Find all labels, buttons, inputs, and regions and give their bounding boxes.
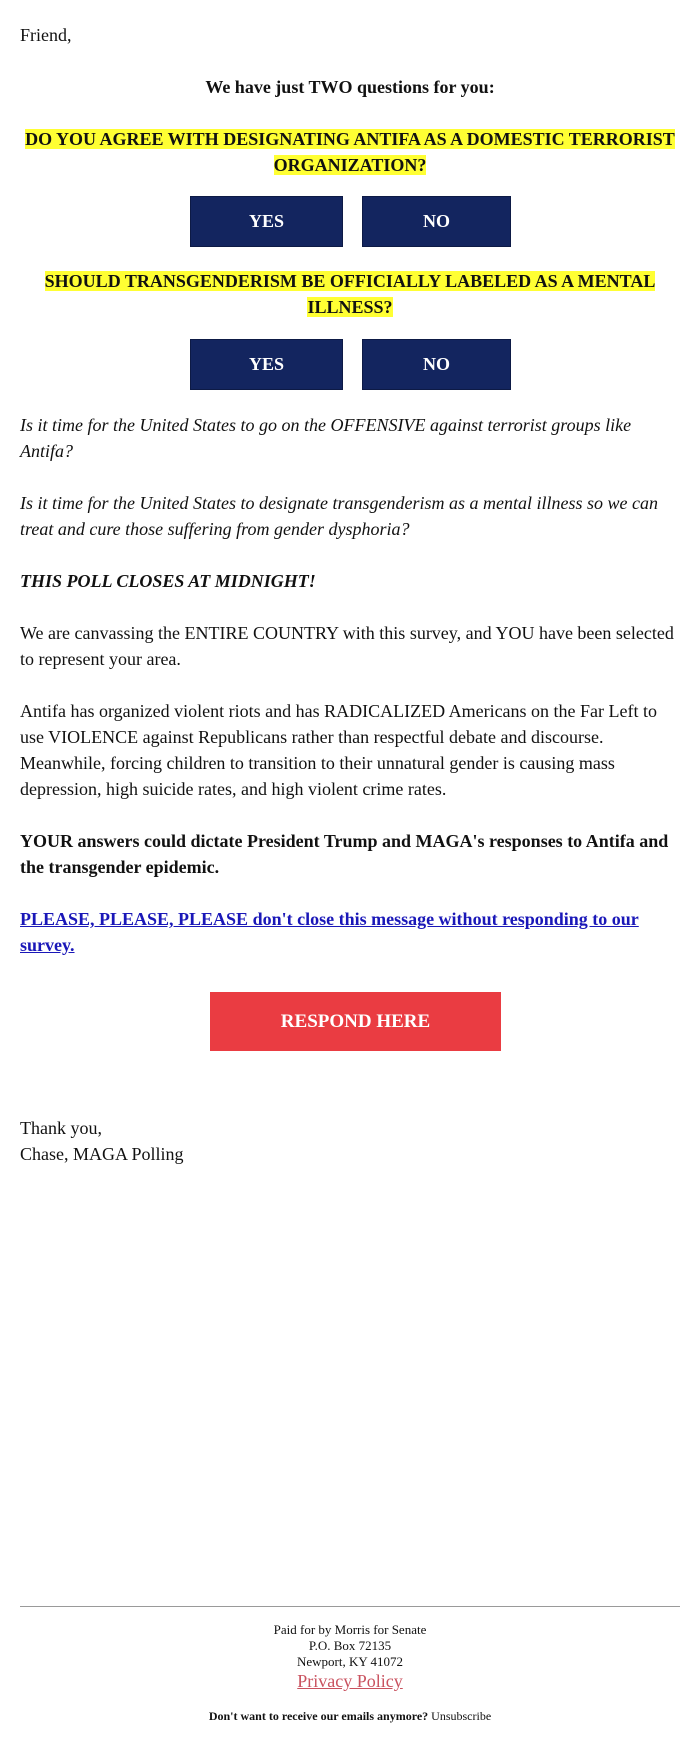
footer-address-line1: P.O. Box 72135 xyxy=(308,1638,392,1653)
unsubscribe-prompt: Don't want to receive our emails anymore? xyxy=(208,1709,429,1723)
signoff xyxy=(20,1115,184,1167)
offensive-question-paragraph: Is it time for the United States to go on the OFFENSIVE against terrorist groups like Antifa? xyxy=(20,415,632,461)
unsubscribe-link[interactable]: Unsubscribe xyxy=(431,1709,492,1723)
greeting: Friend, xyxy=(20,25,72,45)
designate-question-paragraph: Is it time for the United States to designate transgenderism as a mental illness so we can treat and cure those suffering from gender dysphoria? xyxy=(20,493,658,539)
privacy-policy-link[interactable]: Privacy Policy xyxy=(297,1671,403,1691)
canvassing-paragraph: We are canvassing the ENTIRE COUNTRY with this survey, and YOU have been selected to represent your area. xyxy=(20,623,674,669)
footer-divider xyxy=(20,1606,680,1607)
question-antifa xyxy=(20,126,680,178)
transgenderism-no-button[interactable]: NO xyxy=(362,339,511,390)
signoff-thanks: Thank you, xyxy=(20,1118,102,1138)
answers-dictate-paragraph: YOUR answers could dictate President Trump and MAGA's responses to Antifa and the transgender epidemic. xyxy=(20,831,669,877)
footer-paid-for: Paid for by Morris for Senate xyxy=(273,1622,427,1637)
question-antifa-text: DO YOU AGREE WITH DESIGNATING ANTIFA AS A DOMESTIC TERRORIST ORGANIZATION? xyxy=(25,129,675,175)
footer-unsubscribe xyxy=(0,1708,700,1724)
signoff-signature: Chase, MAGA Polling xyxy=(20,1144,184,1164)
antifa-yes-button[interactable]: YES xyxy=(190,196,343,247)
intro-heading: We have just TWO questions for you: xyxy=(205,77,495,97)
please-respond-link[interactable]: PLEASE, PLEASE, PLEASE don't close this message without responding to our survey. xyxy=(20,909,639,955)
antifa-no-button[interactable]: NO xyxy=(362,196,511,247)
antifa-body-paragraph: Antifa has organized violent riots and has RADICALIZED Americans on the Far Left to use VIOLENCE against Republicans rather than respectful debate and discourse. Meanwhile, forcing children to transition to their unnatural gender is causing mass depression, high suicide rates, and high violent crime rates. xyxy=(20,701,658,799)
footer-privacy xyxy=(0,1670,700,1692)
question-transgenderism-text: SHOULD TRANSGENDERISM BE OFFICIALLY LABELED AS A MENTAL ILLNESS? xyxy=(44,271,656,317)
poll-closes-notice: THIS POLL CLOSES AT MIDNIGHT! xyxy=(20,571,316,591)
footer-address-line2: Newport, KY 41072 xyxy=(296,1654,404,1669)
transgenderism-yes-button[interactable]: YES xyxy=(190,339,343,390)
question-transgenderism xyxy=(20,268,680,320)
respond-here-button[interactable]: RESPOND HERE xyxy=(210,992,501,1051)
